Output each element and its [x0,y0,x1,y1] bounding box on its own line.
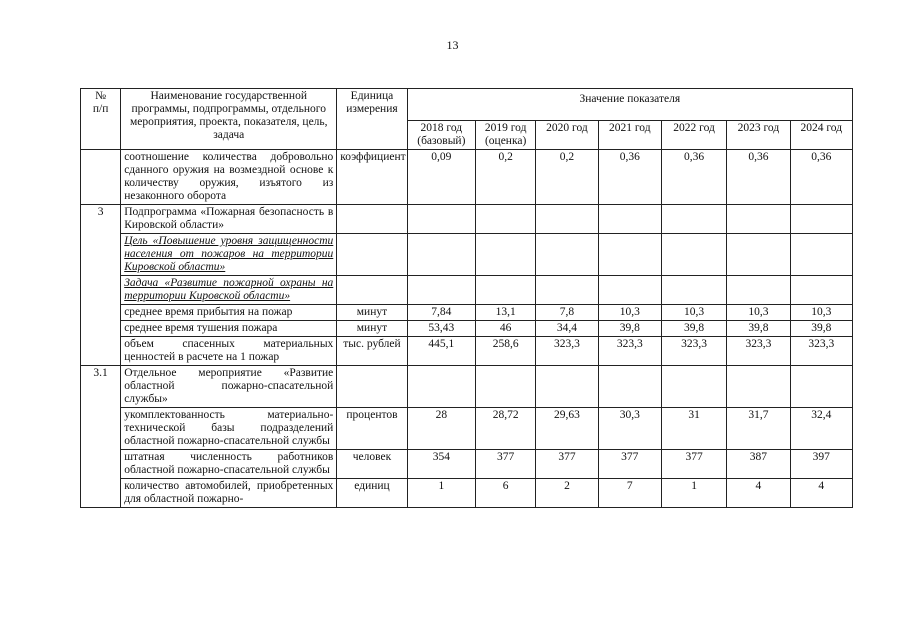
table-row [81,408,853,450]
value-cell [790,205,852,234]
table-row [81,205,853,234]
value-cell: 10,3 [790,305,852,321]
indicator-name: соотношение количества добровольно сданного оружия на возмездной основе к количеству оружия, изъятого из незаконного оборота [121,150,337,205]
value-cell: 39,8 [598,321,661,337]
unit-cell: человек [337,450,407,479]
value-cell [661,234,726,276]
indicator-name: среднее время прибытия на пожар [121,305,337,321]
value-cell: 7 [598,479,661,508]
value-cell: 258,6 [476,337,536,366]
table-row [81,337,853,366]
value-cell [790,234,852,276]
unit-cell: коэффициент [337,150,407,205]
row-number [81,150,121,205]
value-cell [661,205,726,234]
value-cell [598,366,661,408]
value-cell [407,276,475,305]
row-number: 3 [81,205,121,234]
value-cell: 445,1 [407,337,475,366]
value-cell: 377 [536,450,598,479]
value-cell [790,276,852,305]
value-cell: 39,8 [727,321,790,337]
value-cell: 10,3 [661,305,726,321]
value-cell [727,234,790,276]
indicator-name: Отдельное мероприятие «Развитие областной пожарно-спасательной службы» [121,366,337,408]
value-cell [661,366,726,408]
unit-cell: минут [337,321,407,337]
table-row [81,150,853,205]
row-number [81,305,121,321]
value-cell: 7,84 [407,305,475,321]
value-cell: 323,3 [727,337,790,366]
value-cell [407,205,475,234]
value-cell [536,366,598,408]
value-cell: 0,2 [536,150,598,205]
header-year: 2020 год [536,121,598,150]
value-cell: 387 [727,450,790,479]
indicator-name: штатная численность работников областной пожарно-спасательной службы [121,450,337,479]
value-cell [476,205,536,234]
value-cell: 0,36 [661,150,726,205]
value-cell: 32,4 [790,408,852,450]
table-header-row [81,89,853,121]
table-row [81,321,853,337]
value-cell [727,276,790,305]
header-year: 2021 год [598,121,661,150]
header-name: Наименование государственной программы, подпрограммы, отдельного мероприятия, проекта, показателя, цель, задача [121,89,337,150]
header-unit: Единица измерения [337,89,407,150]
value-cell: 13,1 [476,305,536,321]
value-cell [727,366,790,408]
header-num: № п/п [81,89,121,150]
value-cell [536,276,598,305]
value-cell: 6 [476,479,536,508]
value-cell [661,276,726,305]
value-cell: 39,8 [661,321,726,337]
value-cell: 323,3 [661,337,726,366]
row-number [81,234,121,276]
table-row [81,276,853,305]
value-cell [476,234,536,276]
unit-cell [337,366,407,408]
value-cell: 4 [790,479,852,508]
header-year: 2019 год (оценка) [476,121,536,150]
value-cell: 0,36 [790,150,852,205]
value-cell: 0,2 [476,150,536,205]
value-cell: 31 [661,408,726,450]
unit-cell: минут [337,305,407,321]
value-cell [536,205,598,234]
value-cell: 2 [536,479,598,508]
value-cell [598,205,661,234]
table-row [81,479,853,508]
value-cell: 39,8 [790,321,852,337]
value-cell: 10,3 [598,305,661,321]
value-cell: 34,4 [536,321,598,337]
unit-cell: процентов [337,408,407,450]
value-cell: 46 [476,321,536,337]
value-cell [407,366,475,408]
value-cell: 29,63 [536,408,598,450]
value-cell [536,234,598,276]
table-row [81,305,853,321]
value-cell: 30,3 [598,408,661,450]
value-cell [476,276,536,305]
value-cell: 0,09 [407,150,475,205]
indicator-name: объем спасенных материальных ценностей в расчете на 1 пожар [121,337,337,366]
value-cell: 377 [661,450,726,479]
indicator-name: количество автомобилей, приобретенных для областной пожарно- [121,479,337,508]
value-cell [598,234,661,276]
unit-cell [337,276,407,305]
table-row [81,234,853,276]
indicator-name: Задача «Развитие пожарной охраны на территории Кировской области» [121,276,337,305]
indicator-name: Подпрограмма «Пожарная безопасность в Кировской области» [121,205,337,234]
value-cell: 323,3 [598,337,661,366]
value-cell: 1 [407,479,475,508]
value-cell [790,366,852,408]
indicator-name: Цель «Повышение уровня защищенности населения от пожаров на территории Кировской области» [121,234,337,276]
unit-cell: тыс. рублей [337,337,407,366]
row-number [81,276,121,305]
value-cell: 1 [661,479,726,508]
value-cell: 377 [476,450,536,479]
value-cell [407,234,475,276]
page-number: 13 [446,38,459,52]
value-cell: 377 [598,450,661,479]
row-number: 3.1 [81,366,121,408]
row-number [81,408,121,450]
header-year: 2024 год [790,121,852,150]
value-cell: 397 [790,450,852,479]
row-number [81,479,121,508]
value-cell: 31,7 [727,408,790,450]
row-number [81,337,121,366]
value-cell: 28,72 [476,408,536,450]
table-row [81,450,853,479]
value-cell [727,205,790,234]
row-number [81,321,121,337]
header-year: 2018 год (базовый) [407,121,475,150]
indicators-table [80,88,853,508]
unit-cell [337,205,407,234]
header-year: 2022 год [661,121,726,150]
value-cell: 10,3 [727,305,790,321]
value-cell [476,366,536,408]
value-cell: 28 [407,408,475,450]
value-cell: 354 [407,450,475,479]
value-cell: 0,36 [598,150,661,205]
indicator-name: укомплектованность материально-технической базы подразделений областной пожарно-спасательной службы [121,408,337,450]
value-cell: 323,3 [790,337,852,366]
value-cell [598,276,661,305]
value-cell: 53,43 [407,321,475,337]
table-row [81,366,853,408]
value-cell: 7,8 [536,305,598,321]
unit-cell: единиц [337,479,407,508]
value-cell: 323,3 [536,337,598,366]
header-year: 2023 год [727,121,790,150]
unit-cell [337,234,407,276]
value-cell: 0,36 [727,150,790,205]
indicator-name: среднее время тушения пожара [121,321,337,337]
row-number [81,450,121,479]
value-cell: 4 [727,479,790,508]
header-values-title: Значение показателя [407,89,852,121]
